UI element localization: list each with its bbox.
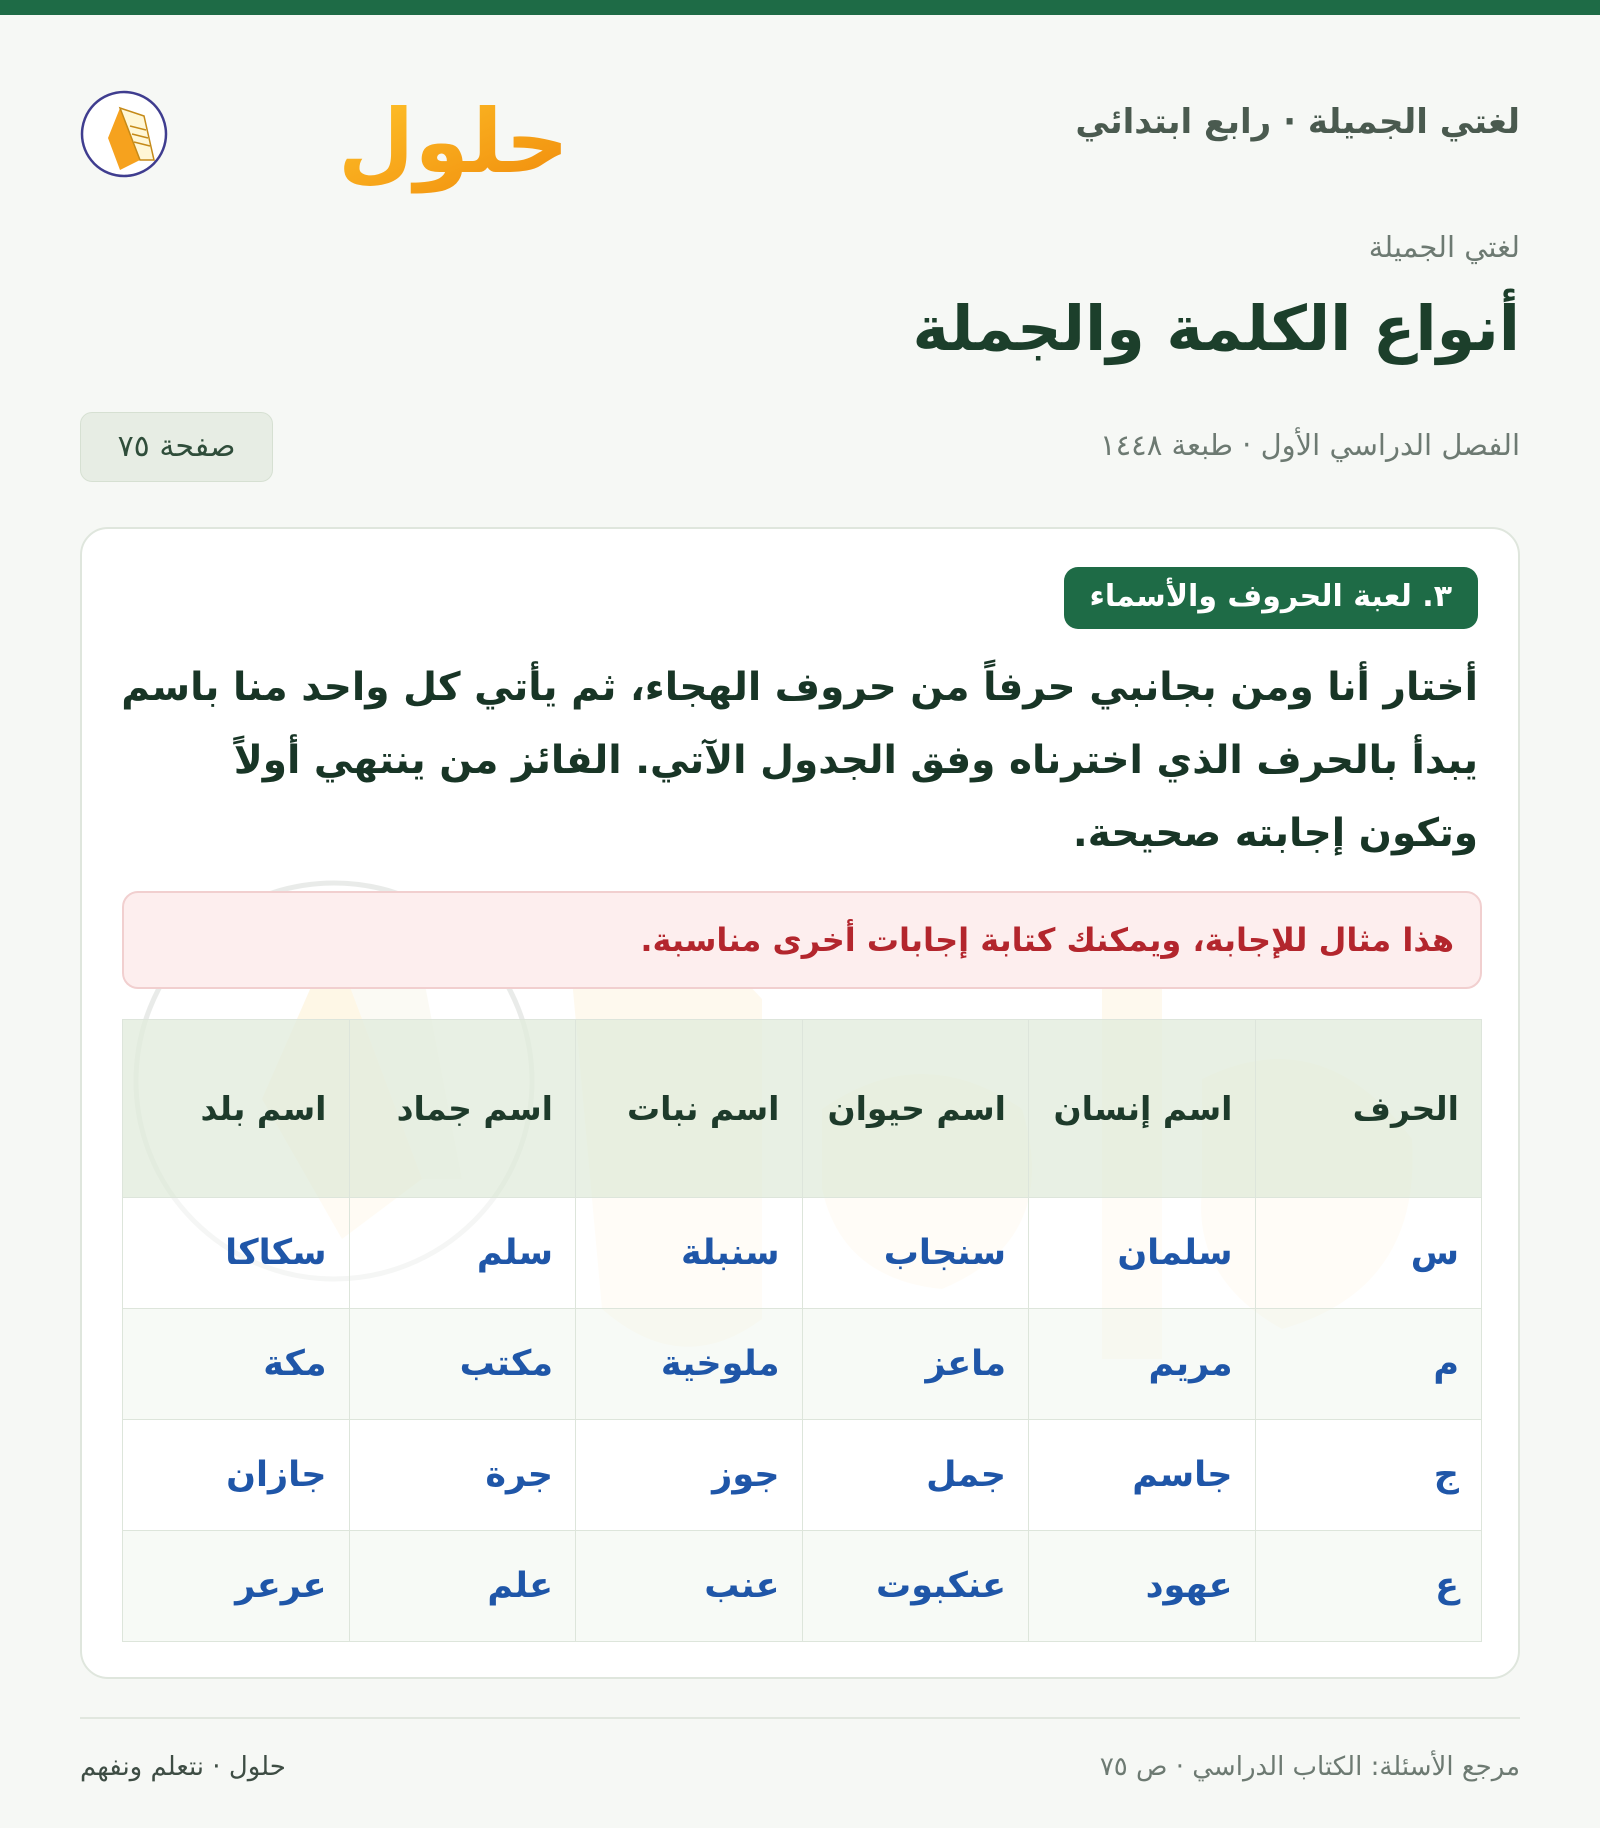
page-title: أنواع الكلمة والجملة	[912, 292, 1520, 365]
table-cell: سلمان	[1029, 1198, 1256, 1309]
question-text: أختار أنا ومن بجانبي حرفاً من حروف الهجاء، ثم يأتي كل واحد منا باسم يبدأ بالحرف الذي اخترناه وفق الجدول الآتي. الفائز من ينتهي أولاً وتكون إجابته صحيحة.	[121, 665, 1478, 856]
header-letter: الحرف	[1255, 1020, 1482, 1198]
table-cell: ج	[1255, 1420, 1482, 1531]
course-line: لغتي الجميلة · رابع ابتدائي	[1075, 102, 1520, 142]
question-card	[80, 527, 1520, 1679]
table-cell: ملوخية	[576, 1309, 803, 1420]
table-cell: عرعر	[123, 1531, 350, 1642]
page-number-badge: صفحة ٧٥	[80, 412, 273, 482]
table-cell: مكتب	[349, 1309, 576, 1420]
table-cell: ماعز	[802, 1309, 1029, 1420]
question-number-badge: ٣. لعبة الحروف والأسماء	[1064, 567, 1479, 629]
table-cell: عهود	[1029, 1531, 1256, 1642]
page-header	[80, 60, 1520, 193]
semester-meta: الفصل الدراسي الأول · طبعة ١٤٤٨	[1100, 428, 1520, 462]
table-cell: س	[1255, 1198, 1482, 1309]
table-cell: عنب	[576, 1531, 803, 1642]
table-cell: مريم	[1029, 1309, 1256, 1420]
header-animal: اسم حيوان	[802, 1020, 1029, 1198]
letters-names-table	[122, 1019, 1482, 1642]
table-cell: جاسم	[1029, 1420, 1256, 1531]
table-row	[123, 1531, 1482, 1642]
table-header-row	[123, 1020, 1482, 1198]
table-cell: مكة	[123, 1309, 350, 1420]
top-accent-bar	[0, 0, 1600, 15]
table-row	[123, 1420, 1482, 1531]
footer-reference: مرجع الأسئلة: الكتاب الدراسي · ص ٧٥	[1099, 1752, 1520, 1782]
logo-wordmark: حلول	[338, 90, 569, 193]
footer-tagline: حلول · نتعلم ونفهم	[80, 1752, 286, 1782]
header-object: اسم جماد	[349, 1020, 576, 1198]
table-cell: جمل	[802, 1420, 1029, 1531]
header-country: اسم بلد	[123, 1020, 350, 1198]
table-cell: جازان	[123, 1420, 350, 1531]
table-cell: سلم	[349, 1198, 576, 1309]
table-cell: سكاكا	[123, 1198, 350, 1309]
hulul-logo[interactable]	[80, 68, 569, 193]
table-cell: م	[1255, 1309, 1482, 1420]
subject-kicker: لغتي الجميلة	[1368, 230, 1520, 264]
header-plant: اسم نبات	[576, 1020, 803, 1198]
table-row	[123, 1309, 1482, 1420]
table-cell: علم	[349, 1531, 576, 1642]
table-cell: جوز	[576, 1420, 803, 1531]
answer-note: هذا مثال للإجابة، ويمكنك كتابة إجابات أخرى مناسبة.	[122, 891, 1482, 989]
table-cell: ع	[1255, 1531, 1482, 1642]
footer-divider	[80, 1717, 1520, 1719]
table-cell: جرة	[349, 1420, 576, 1531]
table-cell: سنجاب	[802, 1198, 1029, 1309]
table-row	[123, 1198, 1482, 1309]
table-cell: سنبلة	[576, 1198, 803, 1309]
header-person: اسم إنسان	[1029, 1020, 1256, 1198]
table-cell: عنكبوت	[802, 1531, 1029, 1642]
